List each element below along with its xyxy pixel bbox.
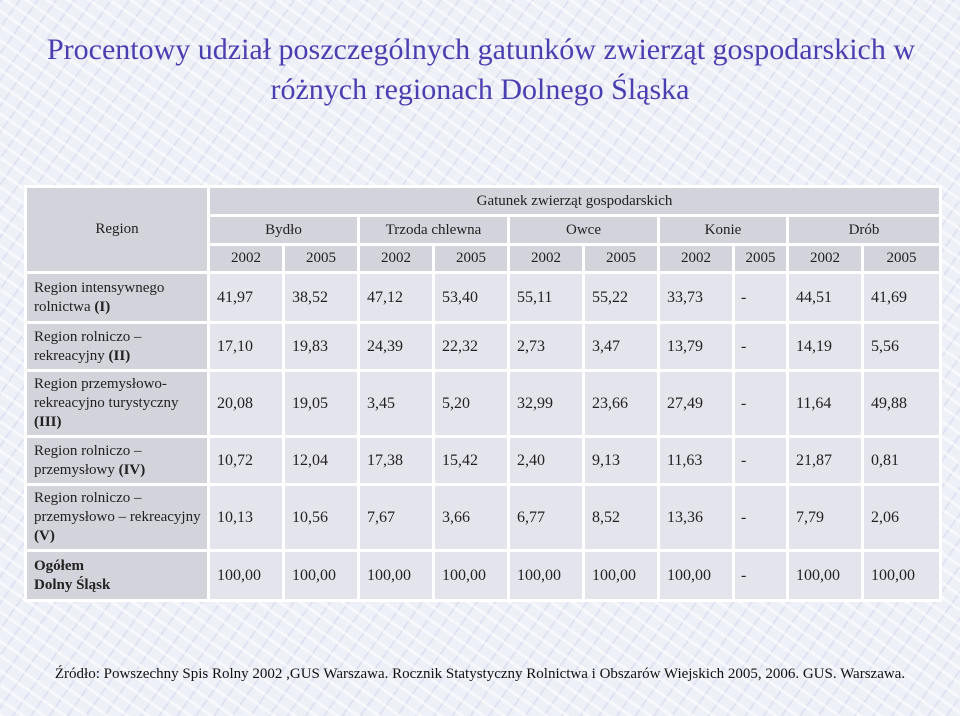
- year-header: 2002: [209, 245, 284, 273]
- year-header: 2005: [284, 245, 359, 273]
- value-cell: 6,77: [509, 485, 584, 551]
- value-cell: 12,04: [284, 437, 359, 485]
- value-cell: 47,12: [359, 273, 434, 323]
- value-cell: 32,99: [509, 371, 584, 437]
- value-cell: -: [734, 273, 788, 323]
- value-cell: 2,40: [509, 437, 584, 485]
- year-header: 2005: [863, 245, 941, 273]
- region-code: (II): [108, 347, 131, 364]
- value-cell: 13,36: [659, 485, 734, 551]
- value-cell: 0,81: [863, 437, 941, 485]
- region-label: [26, 371, 209, 437]
- value-cell: 17,38: [359, 437, 434, 485]
- total-label: [26, 551, 209, 601]
- table-row: [26, 273, 941, 323]
- value-cell: 10,56: [284, 485, 359, 551]
- slide-title: [0, 30, 960, 110]
- region-column-header: Region: [26, 187, 209, 273]
- region-name: Region rolniczo – rekreacyjny: [34, 328, 142, 364]
- year-header: 2005: [434, 245, 509, 273]
- region-code: (I): [94, 298, 111, 315]
- value-cell: 5,20: [434, 371, 509, 437]
- region-label: [26, 437, 209, 485]
- species-group-header: Gatunek zwierząt gospodarskich: [209, 187, 941, 216]
- value-cell: 21,87: [788, 437, 863, 485]
- value-cell: 44,51: [788, 273, 863, 323]
- region-code: (V): [34, 528, 55, 544]
- value-cell: 8,52: [584, 485, 659, 551]
- value-cell: 11,64: [788, 371, 863, 437]
- source-note: Źródło: Powszechny Spis Rolny 2002 ,GUS Warszawa. Rocznik Statystyczny Rolnictwa i Obszarów Wiejskich 2005, 2006. GUS. Warszawa.: [54, 666, 906, 682]
- value-cell: 100,00: [863, 551, 941, 601]
- value-cell: 20,08: [209, 371, 284, 437]
- table-row: [26, 485, 941, 551]
- livestock-share-table: [24, 185, 942, 602]
- year-header: 2002: [359, 245, 434, 273]
- species-header-bydlo: Bydło: [209, 216, 359, 245]
- value-cell: -: [734, 437, 788, 485]
- year-header: 2002: [659, 245, 734, 273]
- value-cell: 19,83: [284, 323, 359, 371]
- value-cell: 49,88: [863, 371, 941, 437]
- region-code: (III): [34, 414, 62, 430]
- year-header: 2005: [734, 245, 788, 273]
- total-label-line1: Ogółem: [34, 557, 84, 574]
- table-row: [26, 323, 941, 371]
- table-row: [26, 437, 941, 485]
- title-line-2: różnych regionach Dolnego Śląska: [270, 73, 690, 106]
- value-cell: -: [734, 551, 788, 601]
- region-label: [26, 485, 209, 551]
- value-cell: 7,79: [788, 485, 863, 551]
- year-header: 2005: [584, 245, 659, 273]
- value-cell: 100,00: [509, 551, 584, 601]
- value-cell: 41,69: [863, 273, 941, 323]
- value-cell: 27,49: [659, 371, 734, 437]
- value-cell: 9,13: [584, 437, 659, 485]
- species-header-drob: Drób: [788, 216, 941, 245]
- value-cell: 14,19: [788, 323, 863, 371]
- value-cell: 100,00: [434, 551, 509, 601]
- region-name: Region intensywnego rolnictwa: [34, 279, 165, 315]
- value-cell: 55,11: [509, 273, 584, 323]
- value-cell: 53,40: [434, 273, 509, 323]
- value-cell: 7,67: [359, 485, 434, 551]
- value-cell: 19,05: [284, 371, 359, 437]
- value-cell: 3,66: [434, 485, 509, 551]
- value-cell: 33,73: [659, 273, 734, 323]
- value-cell: 41,97: [209, 273, 284, 323]
- value-cell: 3,47: [584, 323, 659, 371]
- title-line-1: Procentowy udział poszczególnych gatunków zwierząt gospodarskich w: [46, 33, 916, 66]
- value-cell: 23,66: [584, 371, 659, 437]
- value-cell: 100,00: [788, 551, 863, 601]
- value-cell: 15,42: [434, 437, 509, 485]
- value-cell: 22,32: [434, 323, 509, 371]
- value-cell: 11,63: [659, 437, 734, 485]
- value-cell: 10,72: [209, 437, 284, 485]
- value-cell: -: [734, 485, 788, 551]
- value-cell: 38,52: [284, 273, 359, 323]
- value-cell: 17,10: [209, 323, 284, 371]
- region-name: Region przemysłowo-rekreacyjno turystyczny: [34, 376, 179, 411]
- region-name: Region rolniczo – przemysłowy: [34, 442, 142, 478]
- value-cell: -: [734, 323, 788, 371]
- value-cell: -: [734, 371, 788, 437]
- value-cell: 55,22: [584, 273, 659, 323]
- value-cell: 3,45: [359, 371, 434, 437]
- region-name: Region rolniczo – przemysłowo – rekreacyjny: [34, 490, 201, 525]
- species-header-owce: Owce: [509, 216, 659, 245]
- year-header: 2002: [788, 245, 863, 273]
- value-cell: 2,06: [863, 485, 941, 551]
- data-table-container: [24, 185, 939, 597]
- table-row: [26, 371, 941, 437]
- species-header-konie: Konie: [659, 216, 788, 245]
- region-label: [26, 273, 209, 323]
- year-header: 2002: [509, 245, 584, 273]
- value-cell: 100,00: [659, 551, 734, 601]
- value-cell: 2,73: [509, 323, 584, 371]
- header-row-group: [26, 187, 941, 216]
- table-row-total: [26, 551, 941, 601]
- value-cell: 5,56: [863, 323, 941, 371]
- value-cell: 10,13: [209, 485, 284, 551]
- region-label: [26, 323, 209, 371]
- total-label-line2: Dolny Śląsk: [34, 576, 111, 593]
- value-cell: 100,00: [359, 551, 434, 601]
- value-cell: 100,00: [584, 551, 659, 601]
- value-cell: 24,39: [359, 323, 434, 371]
- value-cell: 100,00: [284, 551, 359, 601]
- value-cell: 100,00: [209, 551, 284, 601]
- species-header-trzoda: Trzoda chlewna: [359, 216, 509, 245]
- value-cell: 13,79: [659, 323, 734, 371]
- region-code: (IV): [118, 461, 146, 478]
